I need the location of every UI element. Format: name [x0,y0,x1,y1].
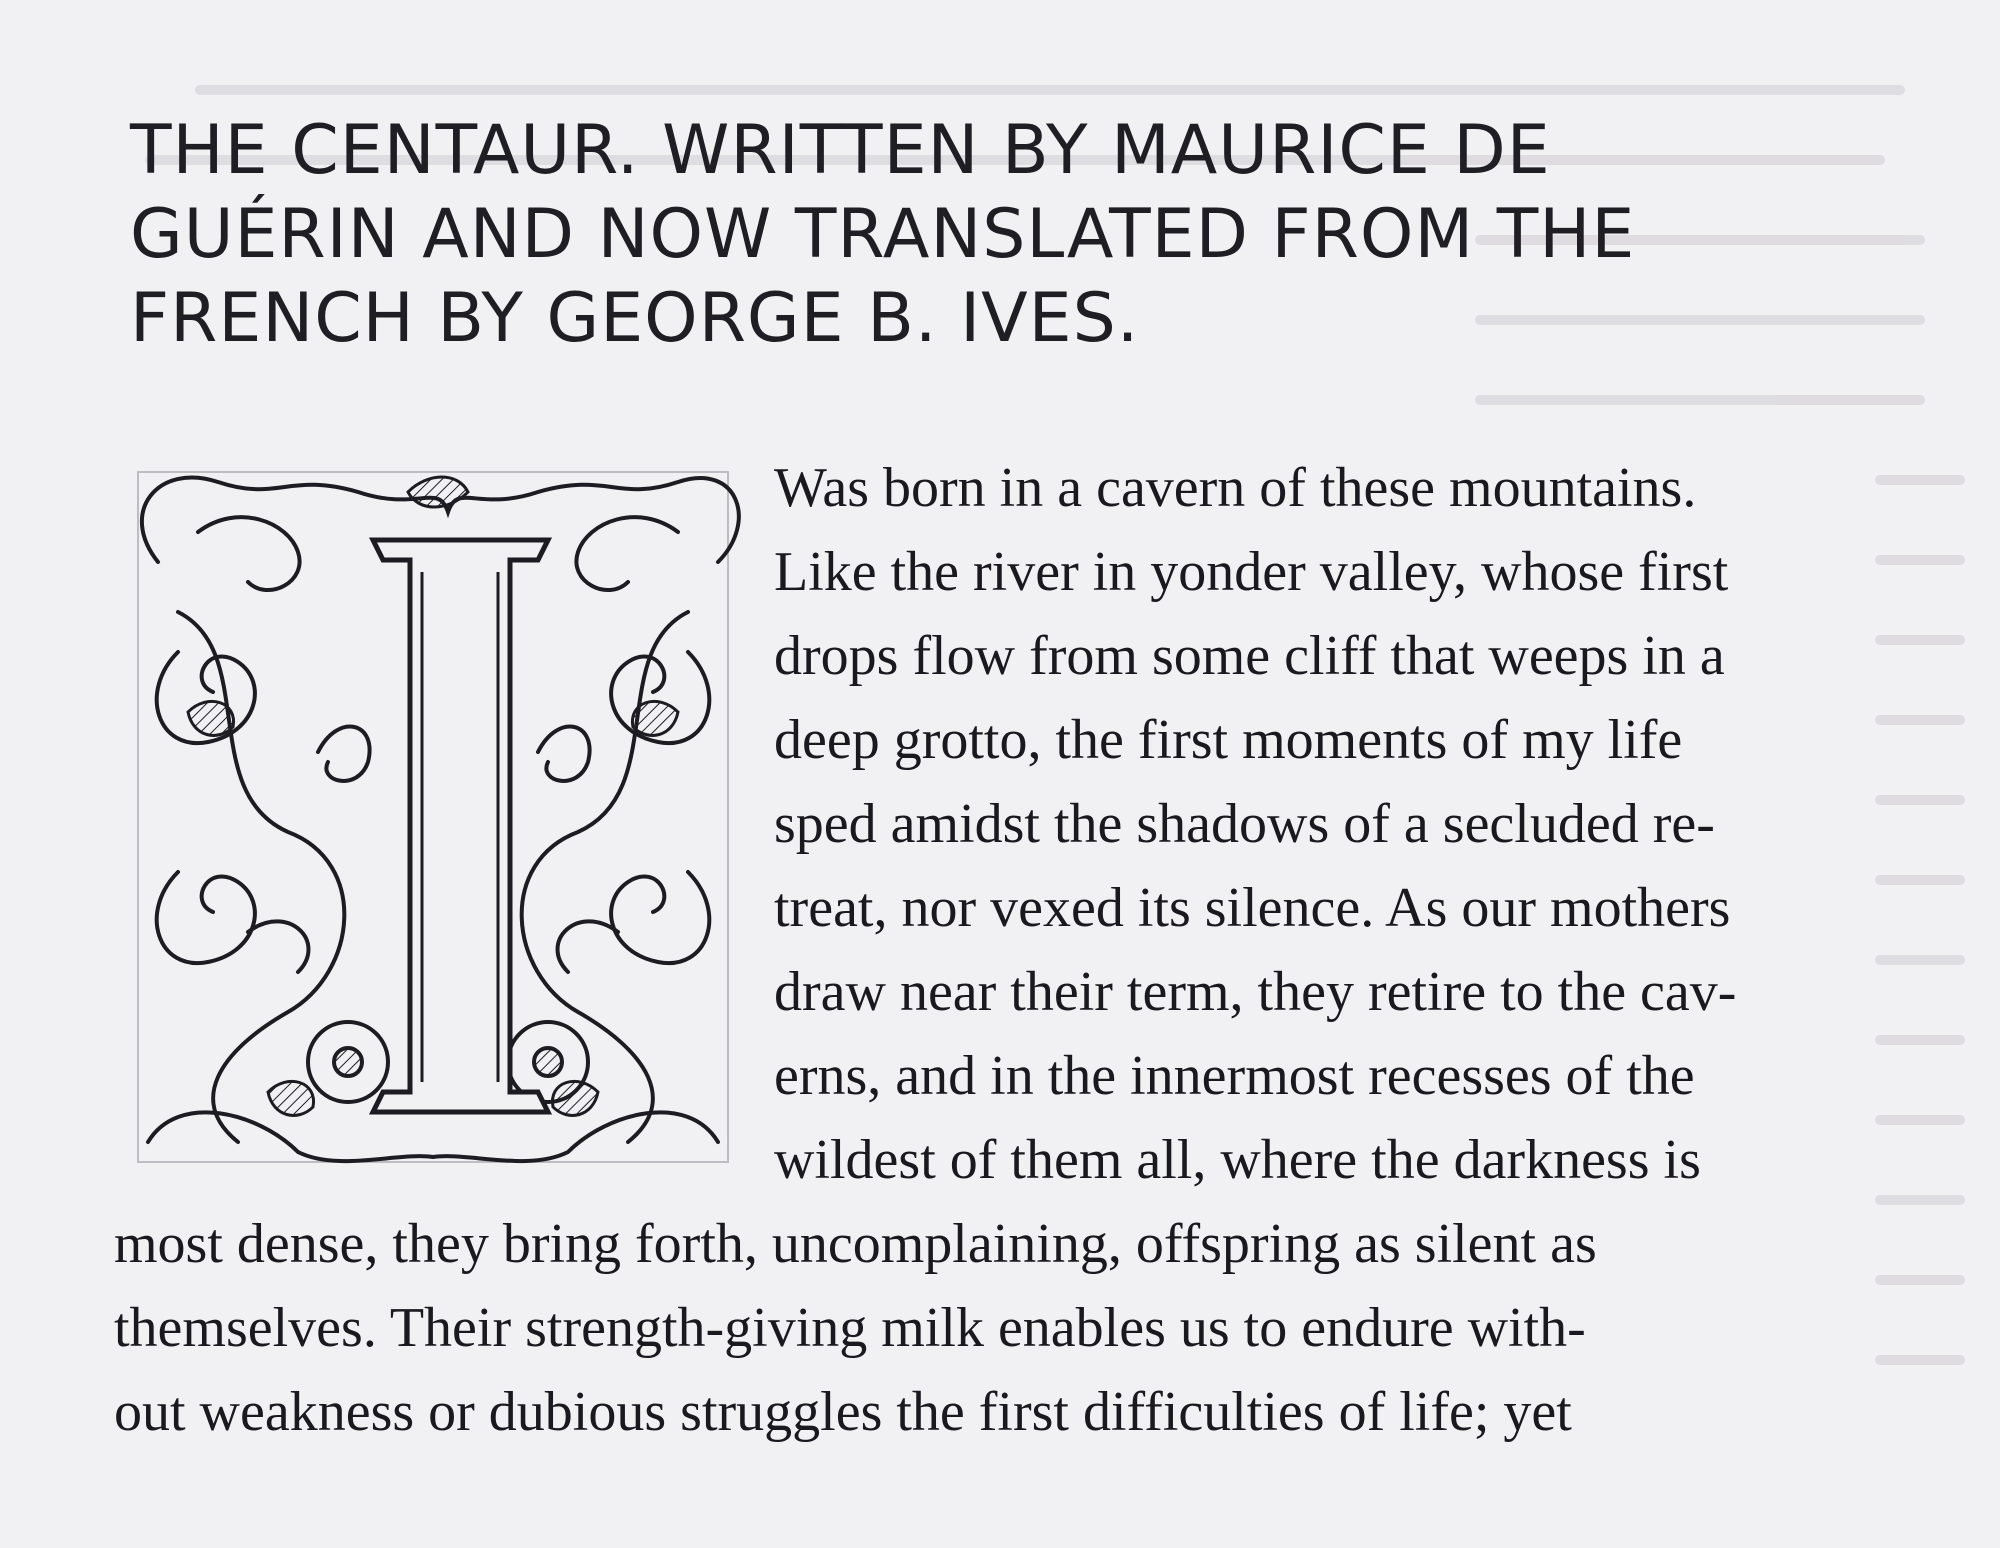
body-line-3: drops flow from some cliff that weeps in a [774,625,1725,687]
body-line-4: deep grotto, the first moments of my life [774,709,1683,771]
body-line-12: out weakness or dubious struggles the first difficulties of life; yet [114,1381,1572,1443]
body-line-11: themselves. Their strength-giving milk enables us to endure with- [114,1297,1586,1359]
title-line-1: THE CENTAUR. WRITTEN BY MAURICE DE [130,111,1551,190]
body-line-1: Was born in a cavern of these mountains. [774,457,1697,519]
ornamental-drop-cap-i-icon [118,452,748,1182]
body-line-9: wildest of them all, where the darkness is [774,1129,1701,1191]
title-line-3: FRENCH BY GEORGE B. IVES. [130,279,1140,358]
title-line-2: GUÉRIN AND NOW TRANSLATED FROM THE [130,195,1636,274]
body-line-5: sped amidst the shadows of a secluded re- [774,793,1715,855]
body-line-6: treat, nor vexed its silence. As our mothers [774,877,1731,939]
body-line-8: erns, and in the innermost recesses of the [774,1045,1695,1107]
body-line-10: most dense, they bring forth, uncomplaining, offspring as silent as [114,1213,1597,1275]
body-line-7: draw near their term, they retire to the cav- [774,961,1737,1023]
body-line-2: Like the river in yonder valley, whose first [774,541,1729,603]
